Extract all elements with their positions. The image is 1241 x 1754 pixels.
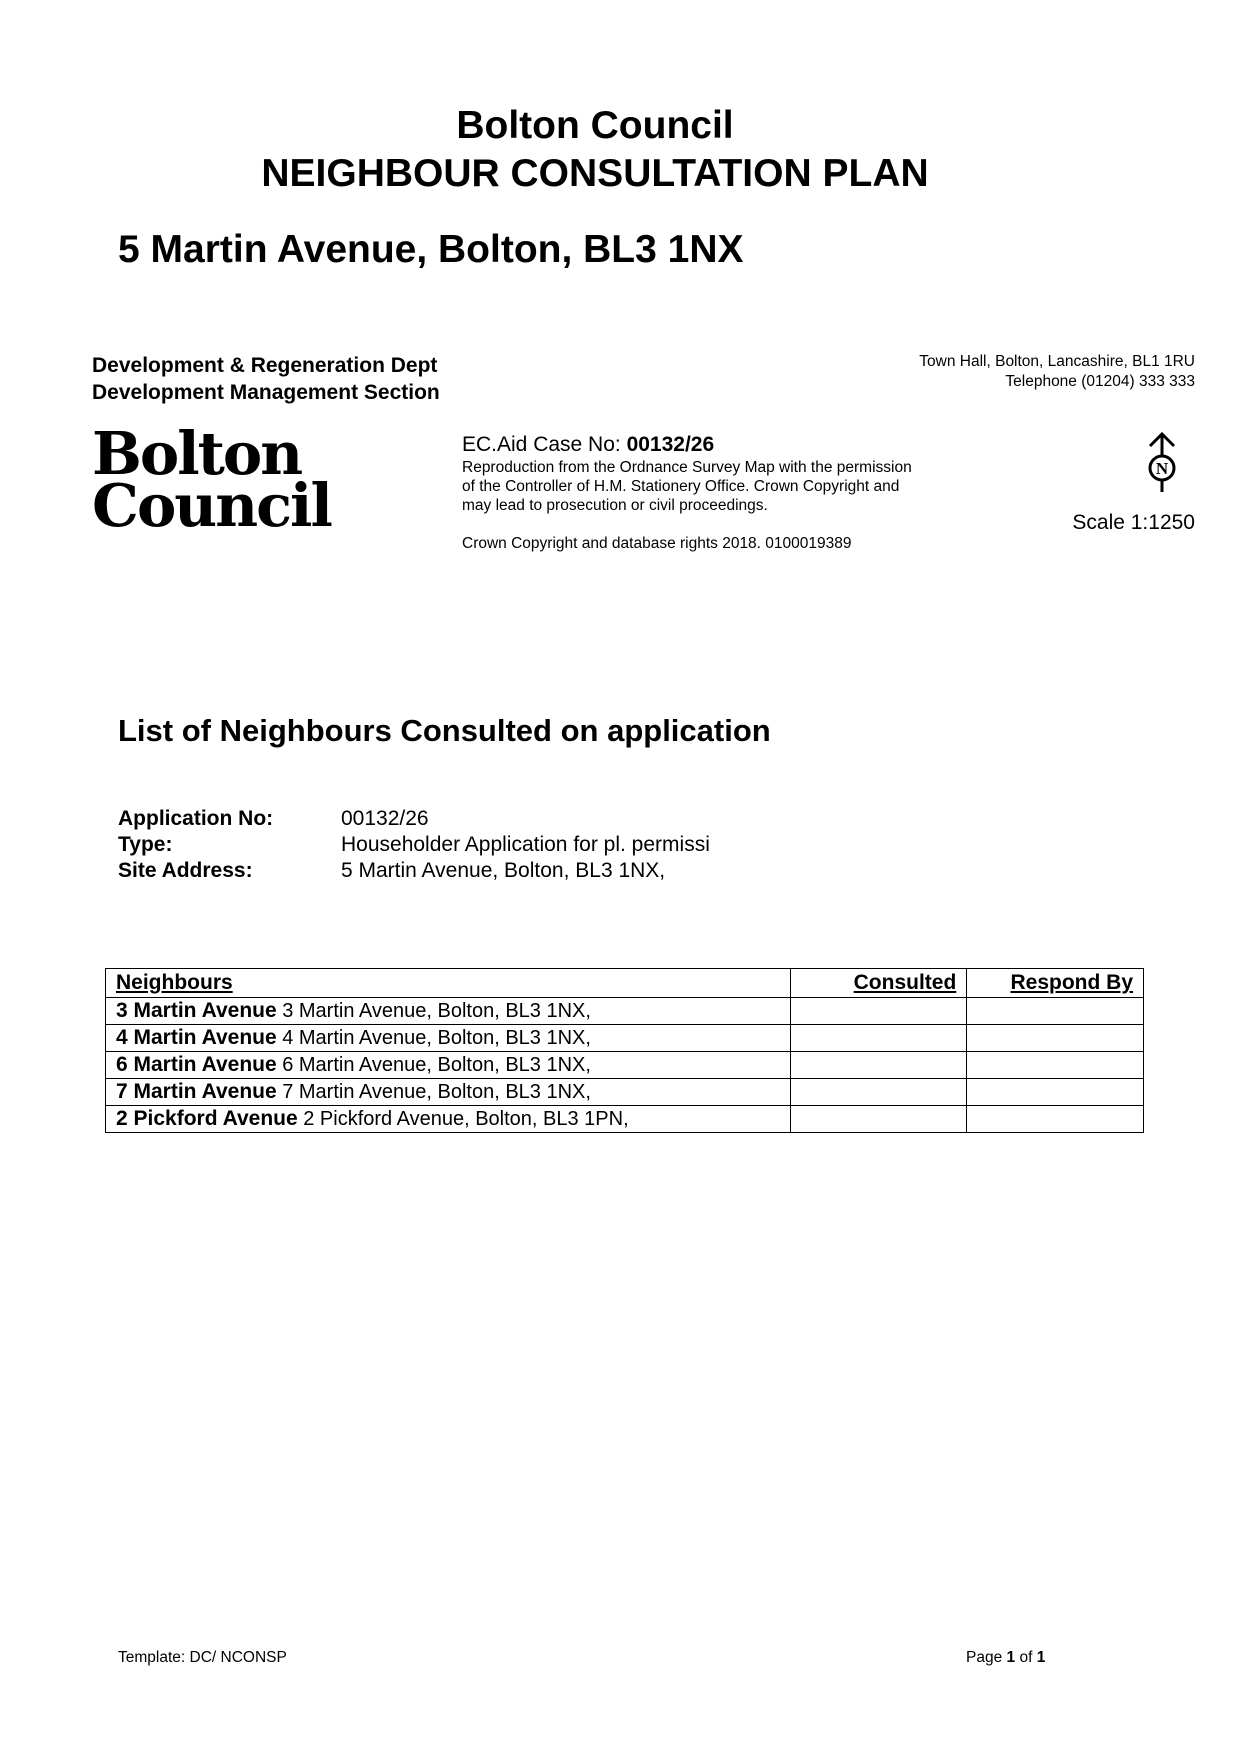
neighbour-address: 2 Pickford Avenue, Bolton, BL3 1PN,	[303, 1108, 629, 1130]
north-letter: N	[1155, 459, 1169, 478]
council-title: Bolton Council	[456, 104, 734, 147]
page-prefix: Page	[966, 1649, 1003, 1666]
header-consulted: Consulted	[790, 969, 967, 998]
logo-line-1: Bolton	[92, 419, 302, 488]
department-block	[92, 352, 440, 406]
respond-by-cell	[967, 1052, 1144, 1079]
neighbour-address: 6 Martin Avenue, Bolton, BL3 1NX,	[282, 1054, 591, 1076]
bolton-council-logo	[92, 419, 332, 540]
contact-block	[775, 352, 1195, 392]
north-arrow-icon	[1138, 430, 1186, 494]
page-number	[966, 1649, 1045, 1667]
respond-by-cell	[967, 1025, 1144, 1052]
neighbour-cell	[106, 1106, 791, 1133]
reproduction-notice: Reproduction from the Ordnance Survey Map with the permission of the Controller of H.M. Stationery Office. Crown Copyright and may lead to prosecution or civil proceedings.	[462, 459, 912, 514]
neighbour-name: 4 Martin Avenue	[116, 1026, 277, 1049]
application-values	[341, 806, 710, 884]
page-total: 1	[1036, 1649, 1046, 1666]
map-scale: Scale 1:1250	[1072, 511, 1195, 534]
plan-title: NEIGHBOUR CONSULTATION PLAN	[261, 152, 929, 195]
case-label: EC.Aid Case No:	[462, 433, 621, 456]
consulted-cell	[790, 1052, 967, 1079]
respond-by-cell	[967, 1079, 1144, 1106]
telephone: Telephone (01204) 333 333	[1005, 373, 1195, 390]
neighbour-name: 2 Pickford Avenue	[116, 1107, 298, 1130]
neighbour-cell	[106, 1052, 791, 1079]
table-header-row	[106, 969, 1144, 998]
site-address-label: Site Address:	[118, 859, 253, 882]
consulted-cell	[790, 998, 967, 1025]
consulted-cell	[790, 1079, 967, 1106]
type-value: Householder Application for pl. permissi	[341, 833, 710, 856]
application-no-value: 00132/26	[341, 807, 429, 830]
application-labels	[118, 806, 273, 884]
neighbour-address: 3 Martin Avenue, Bolton, BL3 1NX,	[282, 1000, 591, 1022]
section-name: Development Management Section	[92, 381, 440, 404]
site-address-value: 5 Martin Avenue, Bolton, BL3 1NX,	[341, 859, 666, 882]
table-row	[106, 1052, 1144, 1079]
case-number	[462, 432, 714, 458]
page-current: 1	[1006, 1649, 1016, 1666]
table-row	[106, 1106, 1144, 1133]
table-row	[106, 998, 1144, 1025]
table-row	[106, 1025, 1144, 1052]
header-respond-by: Respond By	[967, 969, 1144, 998]
neighbour-address: 4 Martin Avenue, Bolton, BL3 1NX,	[282, 1027, 591, 1049]
table-row	[106, 1079, 1144, 1106]
type-label: Type:	[118, 833, 173, 856]
neighbour-name: 3 Martin Avenue	[116, 999, 277, 1022]
consulted-cell	[790, 1106, 967, 1133]
application-no-label: Application No:	[118, 807, 274, 830]
neighbour-cell	[106, 998, 791, 1025]
logo-line-2: Council	[92, 471, 331, 540]
respond-by-cell	[967, 1106, 1144, 1133]
crown-copyright: Crown Copyright and database rights 2018. 0100019389	[462, 535, 852, 552]
neighbour-name: 6 Martin Avenue	[116, 1053, 277, 1076]
consulted-cell	[790, 1025, 967, 1052]
list-heading: List of Neighbours Consulted on application	[118, 713, 771, 748]
site-address-title: 5 Martin Avenue, Bolton, BL3 1NX	[118, 228, 744, 271]
neighbour-address: 7 Martin Avenue, Bolton, BL3 1NX,	[282, 1081, 591, 1103]
respond-by-cell	[967, 998, 1144, 1025]
department-name: Development & Regeneration Dept	[92, 354, 438, 377]
town-hall-address: Town Hall, Bolton, Lancashire, BL1 1RU	[919, 353, 1195, 370]
case-number-value: 00132/26	[626, 433, 715, 456]
template-reference: Template: DC/ NCONSP	[118, 1649, 287, 1666]
neighbours-table	[105, 968, 1144, 1133]
neighbour-cell	[106, 1025, 791, 1052]
page-of: of	[1019, 1649, 1033, 1666]
neighbour-cell	[106, 1079, 791, 1106]
header-neighbours: Neighbours	[106, 969, 791, 998]
neighbour-name: 7 Martin Avenue	[116, 1080, 277, 1103]
